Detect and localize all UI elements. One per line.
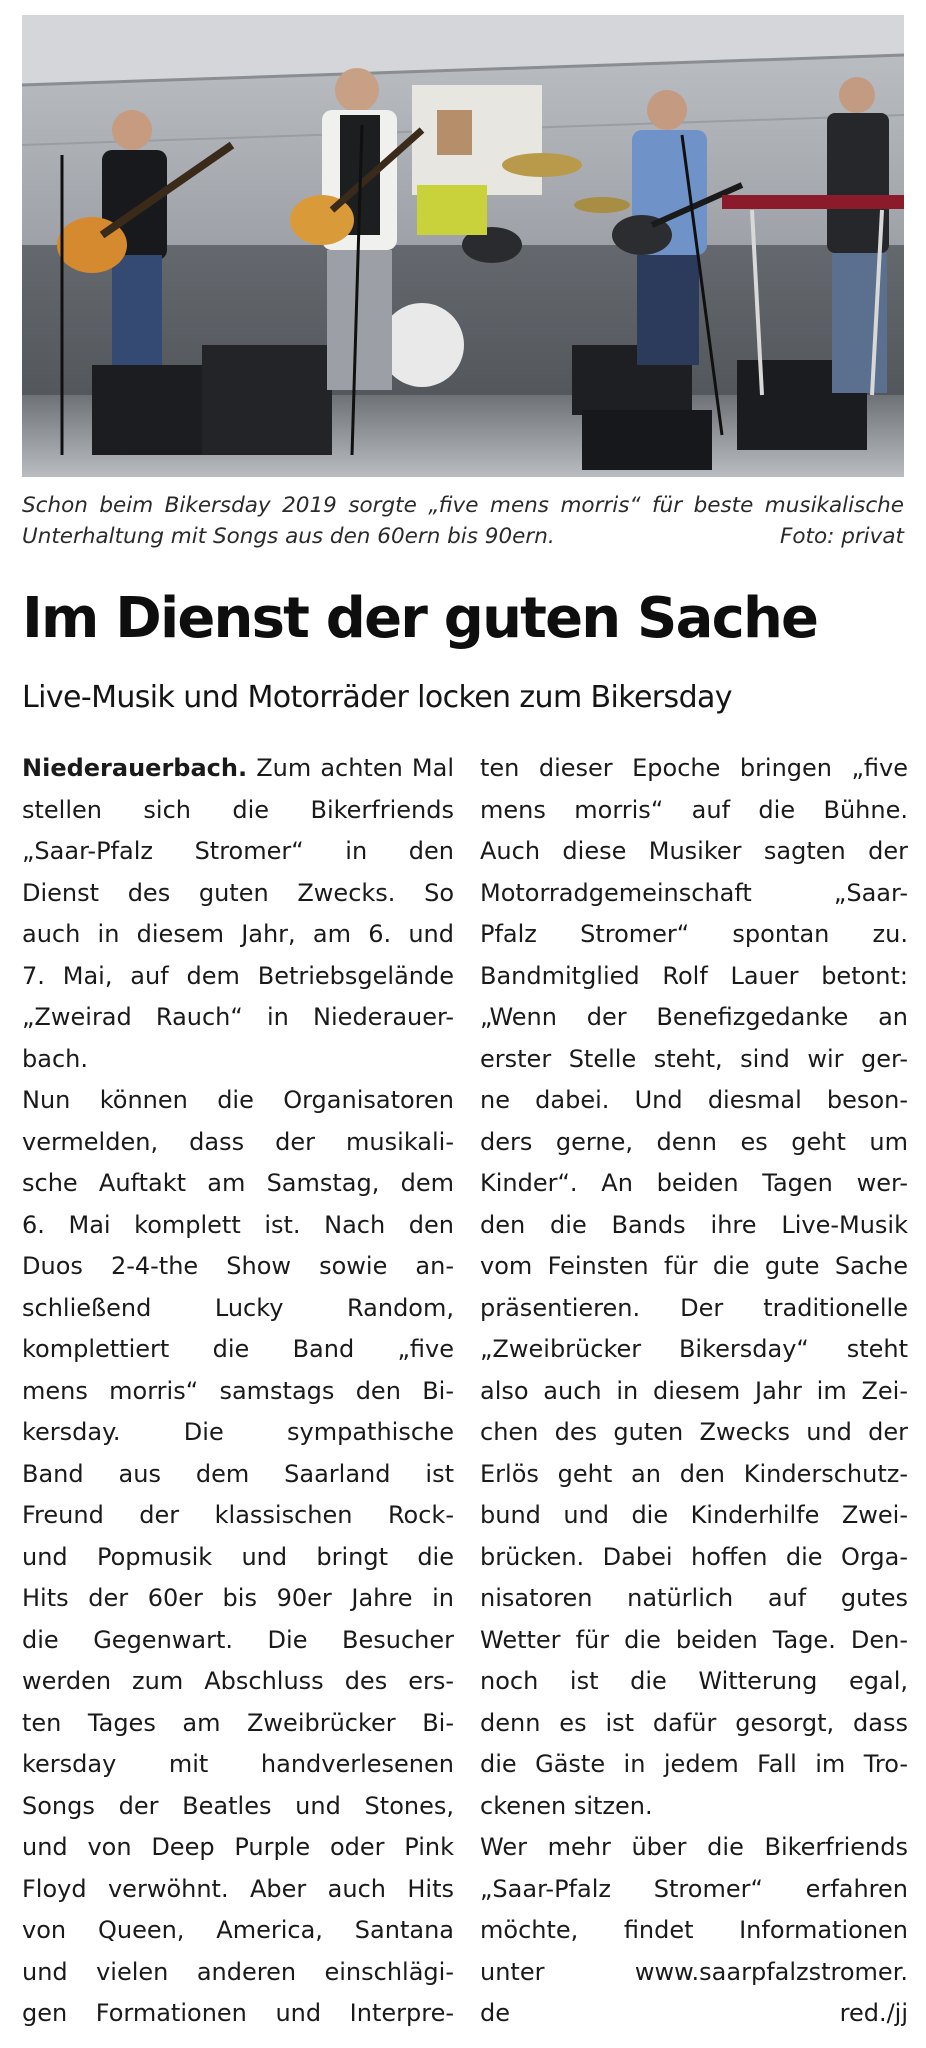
article-line: von Queen, America, Santana: [22, 1916, 454, 1944]
article-line: „Zweirad Rauch“ in Niederauer-: [22, 1003, 454, 1031]
article-line: kersday. Die sympathische: [22, 1418, 454, 1446]
article-line: unter www.saarpfalzstromer.: [480, 1957, 908, 1986]
article-line: Motorradgemeinschaft „Saar-: [480, 878, 908, 907]
article-line: die Gegenwart. Die Besucher: [22, 1625, 454, 1654]
article-line: möchte, findet Informationen: [480, 1916, 908, 1944]
article-line: Duos 2-4-the Show sowie an-: [22, 1252, 454, 1280]
article-line: mens morris“ samstags den Bi-: [22, 1376, 454, 1405]
article-line: Dienst des guten Zwecks. So: [22, 878, 454, 907]
article-line: denn es ist dafür gesorgt, dass: [480, 1708, 908, 1737]
article-line: kersday mit handverlesenen: [22, 1750, 454, 1778]
band-photo-illustration: [22, 15, 904, 477]
article-line: also auch in diesem Jahr im Zei-: [480, 1376, 908, 1405]
article-line: Nun können die Organisatoren: [22, 1086, 454, 1114]
article-line: ten dieser Epoche bringen „five: [480, 754, 908, 782]
article-line: und Popmusik und bringt die: [22, 1542, 454, 1571]
article-line: bund und die Kinderhilfe Zwei-: [480, 1501, 908, 1529]
article-line: Pfalz Stromer“ spontan zu.: [480, 920, 908, 948]
article-line-text: de: [480, 1999, 510, 2027]
article-line: noch ist die Witterung egal,: [480, 1667, 908, 1695]
article-line: Wetter für die beiden Tage. Den-: [480, 1625, 908, 1654]
article-line: auch in diesem Jahr, am 6. und: [22, 920, 454, 948]
article-line: „Zweibrücker Bikersday“ steht: [480, 1335, 908, 1363]
article-line: die Gäste in jedem Fall im Tro-: [480, 1750, 908, 1778]
article-line: Songs der Beatles und Stones,: [22, 1791, 454, 1820]
article-line: nisatoren natürlich auf gutes: [480, 1584, 908, 1612]
article-line: 6. Mai komplett ist. Nach den: [22, 1210, 454, 1239]
article-headline: Im Dienst der guten Sache: [22, 586, 818, 651]
article-line: vermelden, dass der musikali-: [22, 1127, 454, 1156]
article-line: stellen sich die Bikerfriends: [22, 795, 454, 824]
article-line: und vielen anderen einschlägi-: [22, 1957, 454, 1986]
article-line: mens morris“ auf die Bühne.: [480, 795, 908, 824]
article-line: brücken. Dabei hoffen die Orga-: [480, 1542, 908, 1571]
article-line: vom Feinsten für die gute Sache: [480, 1252, 908, 1280]
article-line: Bandmitglied Rolf Lauer betont:: [480, 961, 908, 990]
article-line: werden zum Abschluss des ers-: [22, 1667, 454, 1695]
article-column-left: [22, 748, 454, 2035]
article-line: ders gerne, denn es geht um: [480, 1127, 908, 1156]
article-line: Floyd verwöhnt. Aber auch Hits: [22, 1874, 454, 1903]
article-line: gen Formationen und Interpre-: [22, 1999, 454, 2027]
article-line: „Saar-Pfalz Stromer“ in den: [22, 837, 454, 865]
article-line: Freund der klassischen Rock-: [22, 1501, 454, 1529]
article-line: schließend Lucky Random,: [22, 1293, 454, 1322]
article-line: den die Bands ihre Live-Musik: [480, 1210, 908, 1239]
article-line: komplettiert die Band „five: [22, 1335, 454, 1363]
article-line: sche Auftakt am Samstag, dem: [22, 1169, 454, 1197]
caption-line-2: [22, 521, 904, 552]
photo-caption: [22, 490, 904, 552]
article-line: „Wenn der Benefizgedanke an: [480, 1003, 908, 1031]
article-line: und von Deep Purple oder Pink: [22, 1833, 454, 1861]
article-column-right: [480, 748, 908, 2035]
article-line: ckenen sitzen.: [480, 1791, 653, 1820]
article-line: bach.: [22, 1044, 88, 1073]
article-subheadline: Live-Musik und Motorräder locken zum Bikersday: [22, 680, 732, 715]
caption-text: Unterhaltung mit Songs aus den 60ern bis 90ern.: [22, 524, 555, 549]
article-line: ten Tages am Zweibrücker Bi-: [22, 1708, 454, 1737]
article-line: Kinder“. An beiden Tagen wer-: [480, 1169, 908, 1197]
article-line: chen des guten Zwecks und der: [480, 1418, 908, 1446]
article-line: präsentieren. Der traditionelle: [480, 1293, 908, 1322]
article-line: Erlös geht an den Kinderschutz-: [480, 1459, 908, 1488]
article-line: Auch diese Musiker sagten der: [480, 837, 908, 865]
article-line: erster Stelle steht, sind wir ger-: [480, 1044, 908, 1073]
article-dateline: Niederauerbach.: [22, 754, 248, 782]
article-line: Wer mehr über die Bikerfriends: [480, 1833, 908, 1861]
band-photo: [22, 15, 904, 477]
author-initials: red./jj: [839, 1999, 908, 2027]
article-line: [22, 748, 454, 790]
article-line: „Saar-Pfalz Stromer“ erfahren: [480, 1874, 908, 1903]
article-line: 7. Mai, auf dem Betriebsgelände: [22, 961, 454, 990]
article-line: Hits der 60er bis 90er Jahre in: [22, 1584, 454, 1612]
article-line: Band aus dem Saarland ist: [22, 1459, 454, 1488]
article-line: ne dabei. Und diesmal beson-: [480, 1086, 908, 1114]
caption-line-1: Schon beim Bikersday 2019 sorgte „five mens morris“ für beste musikalische: [22, 493, 904, 518]
article-line-text: Zum achten Mal: [247, 754, 454, 782]
photo-credit: Foto: privat: [780, 524, 904, 549]
article-last-line: [480, 1993, 908, 2035]
